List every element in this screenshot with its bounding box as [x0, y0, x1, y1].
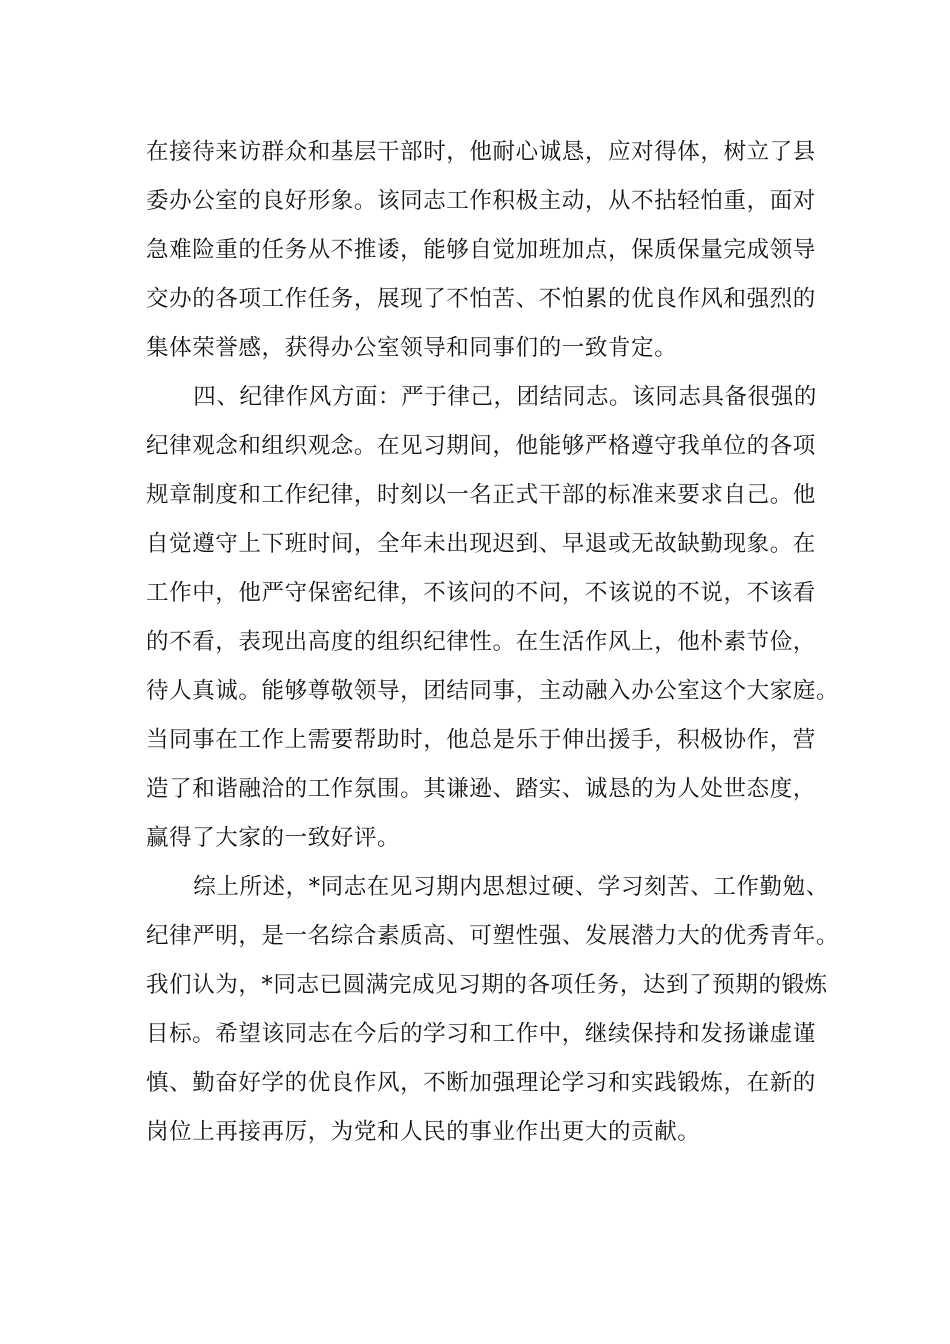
text-line: 目标。希望该同志在今后的学习和工作中，继续保持和发扬谦虚谨 [146, 1021, 816, 1047]
paragraph-summary [146, 863, 840, 1157]
text-line: 造了和谐融洽的工作氛围。其谦逊、踏实、诚恳的为人处世态度， [146, 776, 816, 802]
text-line: 待人真诚。能够尊敬领导，团结同事，主动融入办公室这个大家庭。 [146, 678, 840, 704]
text-line: 纪律观念和组织观念。在见习期间，他能够严格遵守我单位的各项 [146, 433, 816, 459]
text-line: 综上所述，*同志在见习期内思想过硬、学习刻苦、工作勤勉、 [193, 874, 829, 900]
document-body [146, 128, 840, 1157]
text-line: 自觉遵守上下班时间，全年未出现迟到、早退或无故缺勤现象。在 [146, 531, 816, 557]
text-line: 交办的各项工作任务，展现了不怕苦、不怕累的优良作风和强烈的 [146, 286, 816, 312]
text-line: 我们认为，*同志已圆满完成见习期的各项任务，达到了预期的锻炼 [146, 972, 828, 998]
text-line: 慎、勤奋好学的优良作风，不断加强理论学习和实践锻炼，在新的 [146, 1070, 816, 1096]
text-line: 当同事在工作上需要帮助时，他总是乐于伸出援手，积极协作，营 [146, 727, 816, 753]
text-line: 岗位上再接再厉，为党和人民的事业作出更大的贡献。 [146, 1119, 701, 1145]
text-line: 的不看，表现出高度的组织纪律性。在生活作风上，他朴素节俭， [146, 629, 816, 655]
text-line: 赢得了大家的一致好评。 [146, 825, 401, 851]
paragraph-work-attitude [146, 128, 816, 373]
paragraph-discipline [146, 373, 840, 863]
text-line: 纪律严明，是一名综合素质高、可塑性强、发展潜力大的优秀青年。 [146, 923, 840, 949]
text-line: 急难险重的任务从不推诿，能够自觉加班加点，保质保量完成领导 [146, 237, 816, 263]
text-line: 在接待来访群众和基层干部时，他耐心诚恳，应对得体，树立了县 [146, 139, 816, 165]
text-line: 规章制度和工作纪律，时刻以一名正式干部的标准来要求自己。他 [146, 482, 816, 508]
text-line: 委办公室的良好形象。该同志工作积极主动，从不拈轻怕重，面对 [146, 188, 816, 214]
text-line: 集体荣誉感，获得办公室领导和同事们的一致肯定。 [146, 335, 678, 361]
text-line: 四、纪律作风方面：严于律己，团结同志。该同志具备很强的 [193, 384, 817, 410]
text-line: 工作中，他严守保密纪律，不该问的不问，不该说的不说，不该看 [146, 580, 816, 606]
